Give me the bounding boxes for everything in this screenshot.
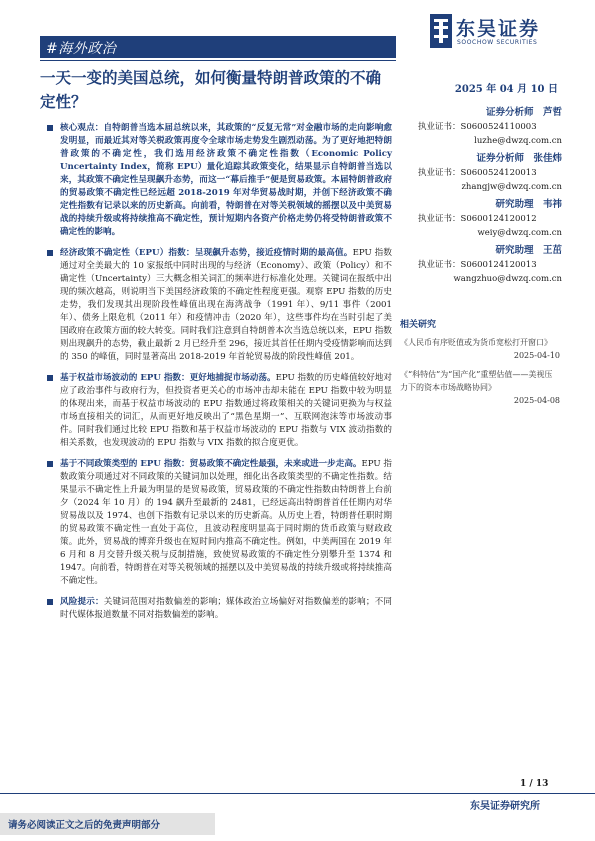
related-item-date: 2025-04-08 — [513, 396, 560, 405]
bullet-square-icon — [47, 461, 53, 467]
analyst-email[interactable]: luzhe@dwzq.com.cn — [474, 136, 562, 146]
related-research — [400, 318, 560, 413]
paragraph-body: EPU 指数通过对全美最大的 10 家报纸中同时出现的与经济（Economy）、政策（Policy）和不确定性（Uncertainty）三大概念相关词汇的频率进行标准化处理。关键词在报纸中出现的频次越高，则说明当下美国经济政策的不确定性程度更强。观察 EPU 指数的历史走势，我们发现其出现阶段性峰值出现在海湾战争（1991 年）、9/11 事件（2001 年）、债务上限危机（2011 年）和疫情冲击（2020 年），这些事件均在当时引起了美国政府在政策方面的较大转变。同时我们注意到自特朗普本次当选总统以来，EPU 指数则出现飙升的态势，截止最新 2 月已经升至 296，接近其首任任期内受疫情影响而达到的 350 的峰值，同时显著高出 2018-2019 年首轮贸易战的阶段性峰值 201。 — [60, 248, 392, 362]
analyst-role: 研究助理 王茁 — [495, 245, 562, 256]
paragraph-heading: 基于权益市场波动的 EPU 指数：更好地捕捉市场动荡。 — [60, 373, 276, 383]
page-number: 1 / 13 — [520, 779, 549, 789]
related-item[interactable] — [400, 368, 560, 407]
category-tag: #海外政治 — [46, 41, 117, 57]
analyst-item — [418, 106, 562, 148]
analyst-cert: 执业证书：S0600524120013 — [418, 168, 537, 178]
bullet-square-icon — [47, 599, 53, 605]
disclaimer-text[interactable]: 请务必阅读正文之后的免责声明部分 — [8, 820, 161, 831]
paragraph-heading: 核心观点：自特朗普当选本届总统以来，其政策的“反复无常”对金融市场的走向影响愈发明显，而最近其对等关税政策再度令全球市场走势发生剧烈动荡。为了更好地把特朗普政策的不确定性，我们选用经济政策不确定性指数（Economic Policy Uncertainty Index，简称 EPU）量化追踪其政策变化，结果显示自特朗普当选以来，其政策不确定性呈现飙升态势，而这一“幕后推手”便是贸易政策。本届特朗普政府的贸易政策不确定性已经远超 2018-2019 年对华贸易战时期，并创下经济政策不确定性指数有记录以来的历史新高。向前看，特朗普在对等关税领域的摇摆以及中美贸易战的持续升级或将持续推高不确定性，预计短期内各资产价格走势仍将受特朗普政策不确定性的影响。 — [60, 123, 392, 237]
bullet-square-icon — [47, 250, 53, 256]
bullet-square-icon — [47, 125, 53, 131]
analyst-email[interactable]: zhangjw@dwzq.com.cn — [461, 182, 562, 192]
related-item-date: 2025-04-10 — [513, 351, 560, 360]
related-item-title[interactable]: 《“科特估”为“国产化”重塑估值——美视压力下的资本市场战略协同》 — [400, 370, 553, 392]
analyst-email[interactable]: weiy@dwzq.com.cn — [477, 228, 562, 238]
header-divider — [40, 60, 396, 61]
paragraph-body: EPU 指数政策分项通过对不同政策的关键词加以处理，细化出各政策类型的不确定性指数。结果显示不确定性上升最为明显的是贸易政策，贸易政策的不确定性指数由特朗普上台前夕（2024 年 10 月）的 194 飙升至最新的 2481，已经远高出特朗普首任任期内对华贸易战以及 1974、也创下指数有记录以来的历史新高。从历史上看，特朗普任职时期的贸易政策不确定性一直处于高位，且波动程度明显高于同时期的货币政策与财政政策。此外，贸易战的博弈升级也在短时间内推高不确定性。例如，中美两国在 2019 年 6 月和 8 月交替升级关税与反制措施，致使贸易政策的不确定性分别攀升至 1374 和 1947。向前看，特朗普在对等关税领域的摇摆以及中美贸易战的持续升级或将持续推高不确定性。 — [60, 459, 392, 586]
report-title: 一天一变的美国总统，如何衡量特朗普政策的不确定性？ — [40, 69, 382, 111]
footer-company: 东吴证券研究所 — [470, 801, 540, 812]
report-date: 2025 年 04 月 10 日 — [454, 84, 558, 95]
analyst-role: 证券分析师 芦哲 — [485, 107, 562, 118]
logo-text-cn: 东吴证券 — [456, 18, 541, 40]
summary-paragraph — [46, 122, 392, 239]
logo-text-en: SOOCHOW SECURITIES — [457, 39, 538, 46]
analyst-list — [418, 106, 562, 290]
summary-paragraph — [46, 372, 392, 450]
analyst-item — [418, 152, 562, 194]
summary-paragraph — [46, 247, 392, 364]
related-item-title[interactable]: 《人民币有序贬值或为货币宽松打开窗口》 — [400, 338, 552, 347]
logo-mark-icon — [430, 14, 452, 48]
paragraph-heading: 经济政策不确定性（EPU）指数：呈现飙升态势，接近疫情时期的最高值。 — [60, 248, 353, 258]
analyst-email[interactable]: wangzhuo@dwzq.com.cn — [453, 274, 562, 284]
related-research-title: 相关研究 — [400, 320, 437, 330]
analyst-item — [418, 198, 562, 240]
analyst-cert: 执业证书：S0600124120012 — [418, 214, 537, 224]
analyst-cert: 执业证书：S0600124120013 — [418, 260, 537, 270]
analyst-item — [418, 244, 562, 286]
analyst-cert: 执业证书：S0600524110003 — [418, 122, 537, 132]
summary-paragraph — [46, 458, 392, 588]
risk-warning-paragraph — [46, 596, 392, 622]
related-item[interactable] — [400, 336, 560, 362]
footer-divider — [0, 793, 595, 794]
bullet-square-icon — [47, 375, 53, 381]
paragraph-body: 关键词范围对指数偏差的影响；媒体政治立场偏好对指数偏差的影响；不同时代媒体报道数量不同对指数偏差的影响。 — [60, 597, 392, 620]
company-logo — [430, 8, 560, 52]
paragraph-heading: 基于不同政策类型的 EPU 指数：贸易政策不确定性最强，未来或进一步走高。 — [60, 459, 362, 469]
report-summary — [46, 122, 392, 630]
analyst-role: 研究助理 韦祎 — [495, 199, 562, 210]
paragraph-heading: 风险提示： — [60, 597, 104, 607]
analyst-role: 证券分析师 张佳炜 — [476, 153, 562, 164]
paragraph-body: EPU 指数的历史峰值较好地对应了政治事件与政府行为，但投资者更关心的市场冲击却未能在 EPU 指数中较为明显的体现出来，而基于权益市场波动的 EPU 指数通过将政策相关的关键词更换为与权益市场直接相关的词汇，从而更好地反映出了“黑色星期一”、互联网泡沫等市场波动事件。同时我们通过比较 EPU 指数和基于权益市场波动的 EPU 指数与 VIX 波动指数的相关系数，也发现波动的 EPU 指数与 VIX 指数的拟合度更优。 — [60, 373, 392, 448]
